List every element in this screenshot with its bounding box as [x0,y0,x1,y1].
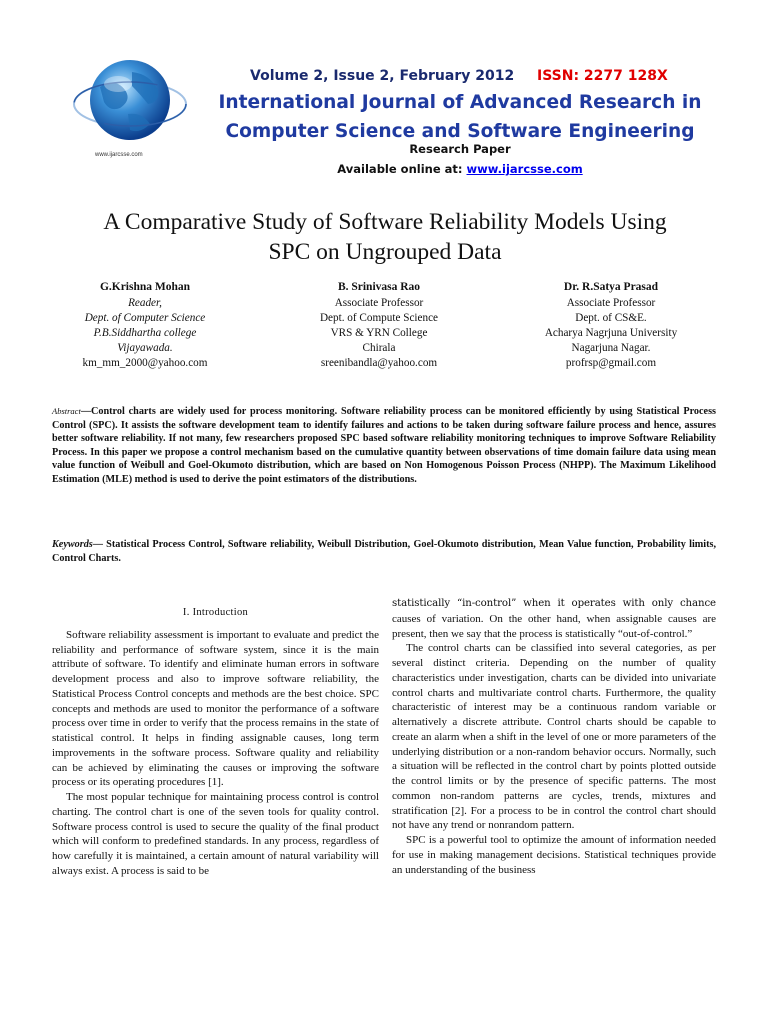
author-block [496,280,726,371]
author-affiliation: Dept. of Computer Science [84,312,206,324]
author-affiliation: Vijayawada. [117,342,173,354]
author-affiliation: Acharya Nagrjuna University [544,327,678,339]
keywords-text: — Statistical Process Control, Software reliability, Weibull Distribution, Goel-Okumoto distribution, Mean Value function, Probability limits, Control Charts. [52,539,716,564]
available-online [180,162,740,176]
author-email: sreenibandla@yahoo.com [320,357,438,369]
globe-icon [70,42,190,162]
author-affiliation: P.B.Siddhartha college [93,327,197,339]
section-heading: I. Introduction [182,607,249,618]
abstract-text: —Control charts are widely used for process monitoring. Software reliability process can be monitored efficiently by using Statistical Process Control (SPC). It assists the software development team to identify failures and actions to be taken during software failure process and hence, assures better software reliability. If not many, few researchers proposed SPC based software reliability monitoring techniques to improve Software Reliability Process. In this paper we propose a control mechanism based on the cumulative quantity between observations of time domain failure data using mean value function of Weibull and Goel-Okumoto distribution, which are based on Non Homogenous Poisson Process (NHPP). The Maximum Likelihood Estimation (MLE) method is used to derive the point estimators of the distributions. [52,406,716,485]
author-email: profrsp@gmail.com [565,357,657,369]
author-affiliation: Associate Professor [334,297,424,309]
abstract [52,405,716,487]
author-name: G.Krishna Mohan [99,281,191,293]
body-column-left [52,606,379,879]
body-paragraph: Software reliability assessment is important to evaluate and predict the reliability and performance of software system, since it is the main attribute of software. To identify and eliminate human errors in software development process and also to improve software reliability, the Statistical Process Control concepts and methods are the best choice. SPC concepts and methods are used to monitor the performance of a software process over time in order to verify that the process remains in the state of statistical control. It helps in finding assignable causes, long term improvements in the software process. Software quality and reliability can be achieved by eliminating the causes or improving the software process or its operating procedures [1]. [52,628,379,789]
paper-title [40,207,730,267]
author-block [30,280,260,371]
author-affiliation: Dept. of CS&E. [575,312,647,324]
author-name: Dr. R.Satya Prasad [563,281,659,293]
available-label: Available online at: [337,162,467,176]
body-column-right [392,596,716,877]
journal-logo [70,42,190,162]
author-affiliation: Nagarjuna Nagar. [571,342,651,354]
author-block [264,280,494,371]
author-affiliation: Chirala [362,342,396,354]
research-paper-label: Research Paper [409,142,511,156]
body-paragraph-continued [392,596,716,641]
keywords [52,538,716,565]
continued-lead: statistically “in-control” when it operates with only chance [392,598,716,609]
body-paragraph: The most popular technique for maintaining process control is control charting. The control chart is one of the seven tools for quality control. Software process control is used to secure the quality of the final product which will conform to predefined standards. In any process, regardless of how carefully it is maintained, a certain amount of natural variability will always exist. A process is said to be [52,791,379,877]
journal-title [180,88,740,146]
keywords-label: Keywords [52,539,93,550]
journal-title-line2: Computer Science and Software Engineering [225,121,695,142]
author-affiliation: Associate Professor [566,297,656,309]
logo-url: www.ijarcsse.com [95,152,143,158]
paper-title-line1: A Comparative Study of Software Reliability Models Using [103,209,667,235]
paper-title-line2: SPC on Ungrouped Data [268,239,502,265]
abstract-label: Abstract [52,406,81,416]
continued-rest: causes of variation. On the other hand, when assignable causes are present, then we say that the process is statistically “out-of-control.” [392,612,716,640]
journal-link[interactable]: www.ijarcsse.com [466,162,583,176]
author-name: B. Srinivasa Rao [337,281,421,293]
volume-issue: Volume 2, Issue 2, February 2012 [250,68,515,84]
author-affiliation: Reader, [128,297,162,309]
author-affiliation: Dept. of Compute Science [319,312,439,324]
body-paragraph: The control charts can be classified into several categories, as per several distinct criteria. Depending on the number of quality characteristics under investigation, charts can be divided into univariate control charts and multivariate control charts. Furthermore, the quality characteristic of interest may be a continuous random variable or alternatively a discrete attribute. Control charts should be capable to create an alarm when a shift in the level of one or more parameters of the underlying distribution or a non-random behavior occurs. Normally, such a situation will be reflected in the control chart by points plotted outside the control limits or by the presence of specific patterns. The most common non-random patterns are cycles, trends, mixtures and stratification [2]. For a process to be in control the control chart should not have any trend or nonrandom pattern. [392,642,716,832]
volume-line [250,68,750,84]
author-email: km_mm_2000@yahoo.com [82,357,208,369]
journal-title-line1: International Journal of Advanced Research in [218,92,702,113]
author-affiliation: VRS & YRN College [330,327,428,339]
issn: ISSN: 2277 128X [537,68,668,84]
body-paragraph: SPC is a powerful tool to optimize the amount of information needed for use in making management decisions. Statistical techniques provide an understanding of the business [392,834,716,876]
